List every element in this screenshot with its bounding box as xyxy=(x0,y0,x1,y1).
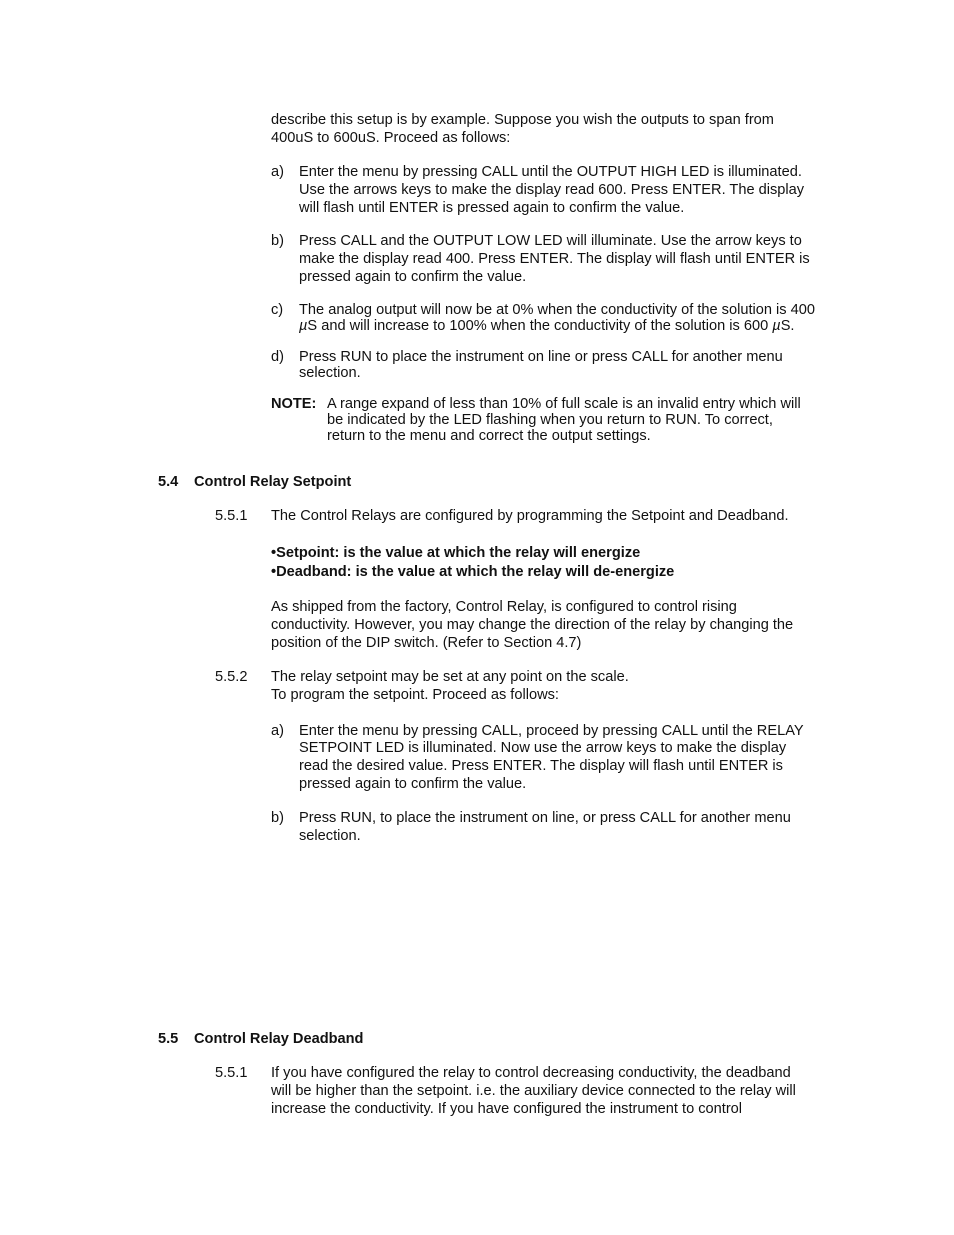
step-marker: a) xyxy=(271,723,284,739)
paragraph-text: The Control Relays are configured by programming the Setpoint and Deadband. xyxy=(271,508,789,524)
section-number: 5.5 xyxy=(158,1031,179,1047)
step-text-line: The analog output will now be at 0% when the conductivity of the solution is 400 xyxy=(299,302,815,318)
step-marker: b) xyxy=(271,233,284,249)
step-text-line: pressed again to confirm the value. xyxy=(299,776,527,792)
note-line: return to the menu and correct the output settings. xyxy=(327,428,651,444)
step-text-line: Press RUN, to place the instrument on line, or press CALL for another menu xyxy=(299,810,791,826)
paragraph-line: The relay setpoint may be set at any point on the scale. xyxy=(271,669,629,685)
step-text-line: Press RUN to place the instrument on line or press CALL for another menu xyxy=(299,349,783,365)
step-text-line: read the desired value. Press ENTER. The display will flash until ENTER is xyxy=(299,758,783,774)
paragraph-line: If you have configured the relay to control decreasing conductivity, the deadband xyxy=(271,1065,791,1081)
paragraph-line: will be higher than the setpoint. i.e. the auxiliary device connected to the relay will xyxy=(271,1083,796,1099)
step-marker: d) xyxy=(271,349,284,365)
step-text-line: will flash until ENTER is pressed again to confirm the value. xyxy=(299,200,685,216)
note-line: A range expand of less than 10% of full scale is an invalid entry which will xyxy=(327,396,801,412)
step-text-span: S and will increase to 100% when the conductivity of the solution is 600 xyxy=(307,318,773,334)
bullet-item: •Setpoint: is the value at which the relay will energize xyxy=(271,545,641,561)
step-text-line: make the display read 400. Press ENTER. The display will flash until ENTER is xyxy=(299,251,810,267)
paragraph-line: To program the setpoint. Proceed as follows: xyxy=(271,687,559,703)
mu-symbol: µ xyxy=(299,318,308,334)
bullet-item: •Deadband: is the value at which the relay will de-energize xyxy=(271,564,675,580)
note-label: NOTE: xyxy=(271,396,317,412)
paragraph-number: 5.5.1 xyxy=(215,508,248,524)
step-marker: c) xyxy=(271,302,284,318)
mu-symbol: µ xyxy=(772,318,781,334)
paragraph-line: As shipped from the factory, Control Relay, is configured to control rising xyxy=(271,599,737,615)
paragraph-line: increase the conductivity. If you have configured the instrument to control xyxy=(271,1101,743,1117)
note-line: be indicated by the LED flashing when you return to RUN. To correct, xyxy=(327,412,773,428)
step-text-line: Enter the menu by pressing CALL until the OUTPUT HIGH LED is illuminated. xyxy=(299,164,802,180)
paragraph-line: position of the DIP switch. (Refer to Section 4.7) xyxy=(271,635,582,651)
step-text-line: selection. xyxy=(299,828,361,844)
intro-line: describe this setup is by example. Suppose you wish the outputs to span from xyxy=(271,112,774,128)
step-text-line: pressed again to confirm the value. xyxy=(299,269,527,285)
step-text-line xyxy=(299,318,794,336)
step-marker: a) xyxy=(271,164,284,180)
section-heading: Control Relay Setpoint xyxy=(194,474,352,490)
intro-line: 400uS to 600uS. Proceed as follows: xyxy=(271,130,511,146)
step-text-line: Press CALL and the OUTPUT LOW LED will illuminate. Use the arrow keys to xyxy=(299,233,802,249)
step-marker: b) xyxy=(271,810,284,826)
step-text-line: SETPOINT LED is illuminated. Now use the arrow keys to make the display xyxy=(299,740,787,756)
section-number: 5.4 xyxy=(158,474,179,490)
step-text-line: selection. xyxy=(299,365,361,381)
paragraph-number: 5.5.1 xyxy=(215,1065,248,1081)
step-text-line: Use the arrows keys to make the display read 600. Press ENTER. The display xyxy=(299,182,805,198)
step-text-span: S. xyxy=(780,318,795,334)
section-heading: Control Relay Deadband xyxy=(194,1031,364,1047)
paragraph-number: 5.5.2 xyxy=(215,669,248,685)
paragraph-line: conductivity. However, you may change the direction of the relay by changing the xyxy=(271,617,794,633)
step-text-line: Enter the menu by pressing CALL, proceed by pressing CALL until the RELAY xyxy=(299,723,804,739)
